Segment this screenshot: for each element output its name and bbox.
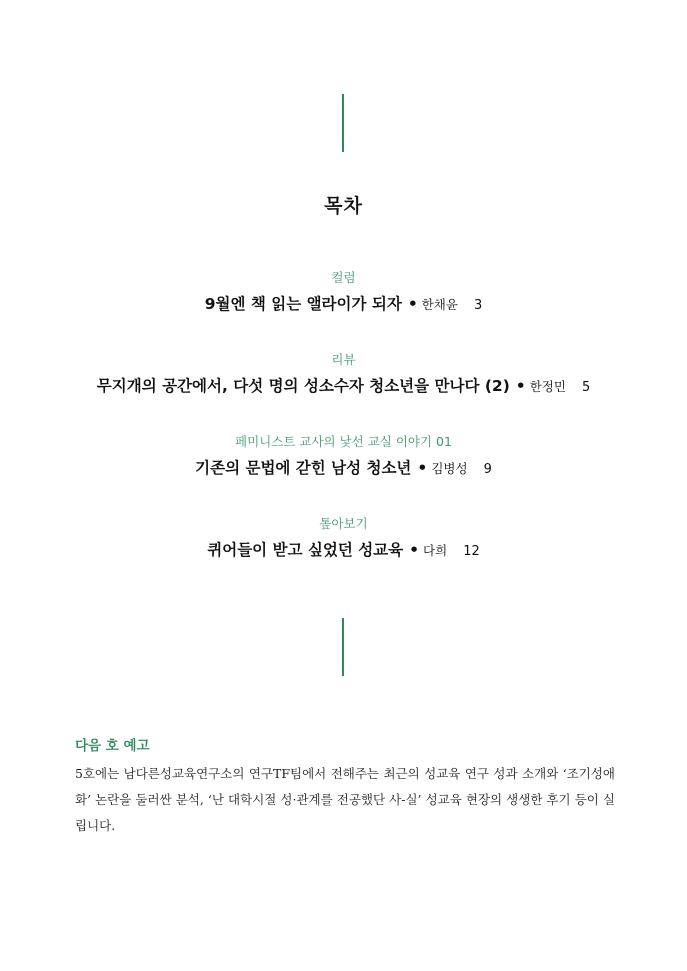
bottom-divider-line: [342, 618, 344, 676]
toc-article-title: 퀴어들이 받고 싶었던 성교육: [207, 541, 404, 559]
toc-bullet-separator: •: [407, 295, 418, 313]
toc-article-title: 9월엔 책 읽는 앨라이가 되자: [204, 295, 402, 313]
toc-bullet-separator: •: [409, 541, 420, 559]
next-issue-preview: [75, 736, 615, 839]
toc-section-label: 페미니스트 교사의 낯선 교실 이야기 01: [235, 434, 452, 449]
top-divider-line: [342, 94, 344, 152]
toc-page-number: 3: [473, 298, 483, 313]
toc-section-label: 리뷰: [331, 352, 356, 367]
toc-page-number: 12: [463, 544, 480, 559]
toc-article-title: 무지개의 공간에서, 다섯 명의 성소수자 청소년을 만나다 (2): [96, 377, 510, 395]
toc-page-number: 5: [581, 380, 591, 395]
toc-section-label: 톺아보기: [319, 516, 368, 531]
toc-article-title: 기존의 문법에 갇힌 남성 청소년: [195, 459, 412, 477]
toc-entry-line: [0, 539, 687, 563]
preview-body-text: 5호에는 남다른성교육연구소의 연구TF팀에서 전해주는 최근의 성교육 연구 성과 소개와 ‘조기성애화’ 논란을 둘러싼 분석, ‘난 대학시절 성·관계를 전공했단 사-실’ 성교육 현장의 생생한 후기 등이 실립니다.: [75, 766, 615, 833]
toc-author: 한정민: [529, 379, 566, 394]
toc-entry[interactable]: [0, 514, 687, 563]
toc-author: 김병성: [431, 461, 468, 476]
preview-heading: 다음 호 예고: [75, 738, 150, 754]
toc-entry-line: [0, 457, 687, 481]
toc-entry[interactable]: [0, 268, 687, 317]
toc-bullet-separator: •: [417, 459, 428, 477]
toc-author: 다희: [423, 543, 448, 558]
toc-bullet-separator: •: [515, 377, 526, 395]
toc-entry[interactable]: [0, 432, 687, 481]
toc-section-label: 컬럼: [331, 270, 356, 285]
toc-title: 목차: [324, 195, 363, 217]
toc-author: 한채윤: [421, 297, 458, 312]
toc-entry[interactable]: [0, 350, 687, 399]
toc-entry-line: [0, 375, 687, 399]
toc-page-number: 9: [483, 462, 492, 477]
toc-entry-line: [0, 293, 687, 317]
